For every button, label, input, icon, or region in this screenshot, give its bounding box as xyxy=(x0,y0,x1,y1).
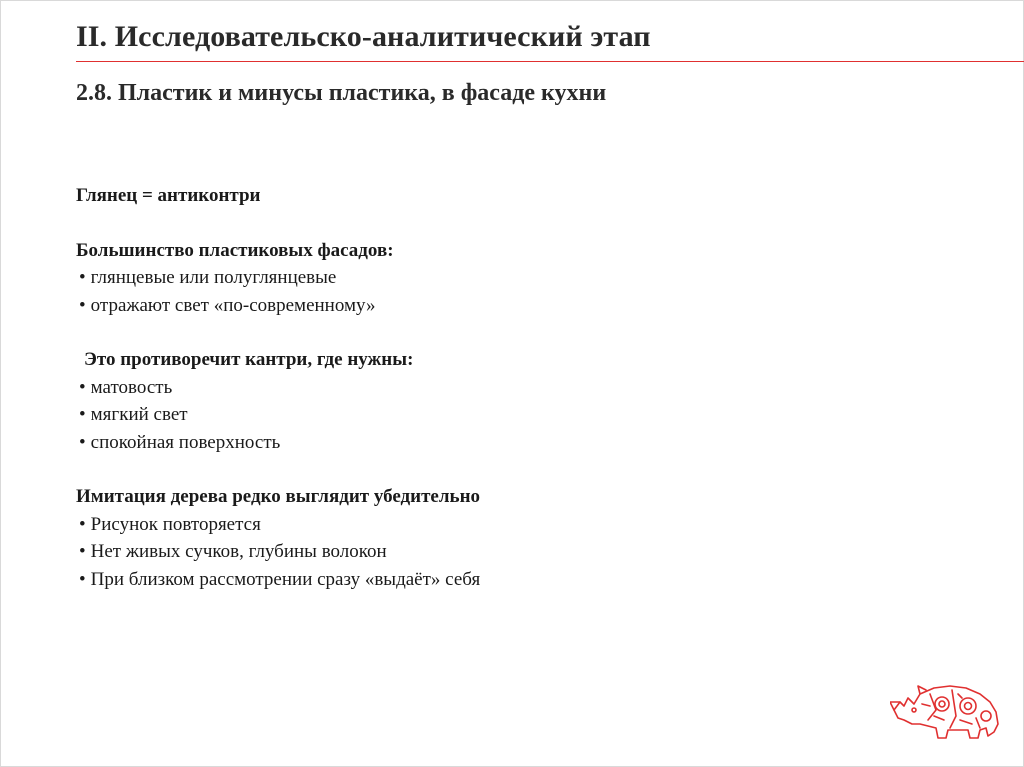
list-item-text: отражают свет «по-современному» xyxy=(90,294,376,316)
slide-subtitle: 2.8. Пластик и минусы пластика, в фасаде кухни xyxy=(76,80,607,106)
list-item-text: матовость xyxy=(90,376,173,398)
section-heading: Имитация дерева редко выглядит убедительно xyxy=(76,486,481,507)
title-divider xyxy=(76,61,1024,62)
bullet-icon: • xyxy=(79,294,86,316)
section-heading: Это противоречит кантри, где нужны: xyxy=(84,349,414,370)
list-item xyxy=(76,511,876,539)
section-heading: Глянец = антиконтри xyxy=(76,185,261,206)
section-wood-imitation xyxy=(76,483,876,593)
bullet-icon: • xyxy=(79,267,86,288)
list-item-text: спокойная поверхность xyxy=(90,431,281,453)
bullet-icon: • xyxy=(79,404,86,425)
list-item xyxy=(76,374,876,402)
list-item-text: мягкий свет xyxy=(90,404,188,425)
slide-content xyxy=(76,182,876,593)
list-item xyxy=(76,538,876,566)
list-item xyxy=(76,566,876,594)
list-item xyxy=(76,429,876,457)
bullet-icon: • xyxy=(79,376,86,398)
section-gloss xyxy=(76,182,876,210)
list-item xyxy=(76,401,876,429)
section-plastic-facades xyxy=(76,237,876,320)
section-heading: Большинство пластиковых фасадов: xyxy=(76,239,394,261)
bullet-icon: • xyxy=(79,513,86,535)
slide-title: II. Исследовательско-аналитический этап xyxy=(76,20,651,53)
bullet-icon: • xyxy=(79,431,86,453)
list-item-text: Рисунок повторяется xyxy=(90,513,261,535)
bullet-icon: • xyxy=(79,568,86,590)
section-country-needs xyxy=(76,346,876,456)
list-item xyxy=(76,292,876,320)
list-item-text: При близком рассмотрении сразу «выдаёт» себя xyxy=(90,568,481,590)
list-item xyxy=(76,264,876,292)
rhino-logo-icon xyxy=(890,680,1002,742)
list-item-text: глянцевые или полуглянцевые xyxy=(90,267,337,288)
bullet-icon: • xyxy=(79,541,86,562)
list-item-text: Нет живых сучков, глубины волокон xyxy=(90,541,387,562)
